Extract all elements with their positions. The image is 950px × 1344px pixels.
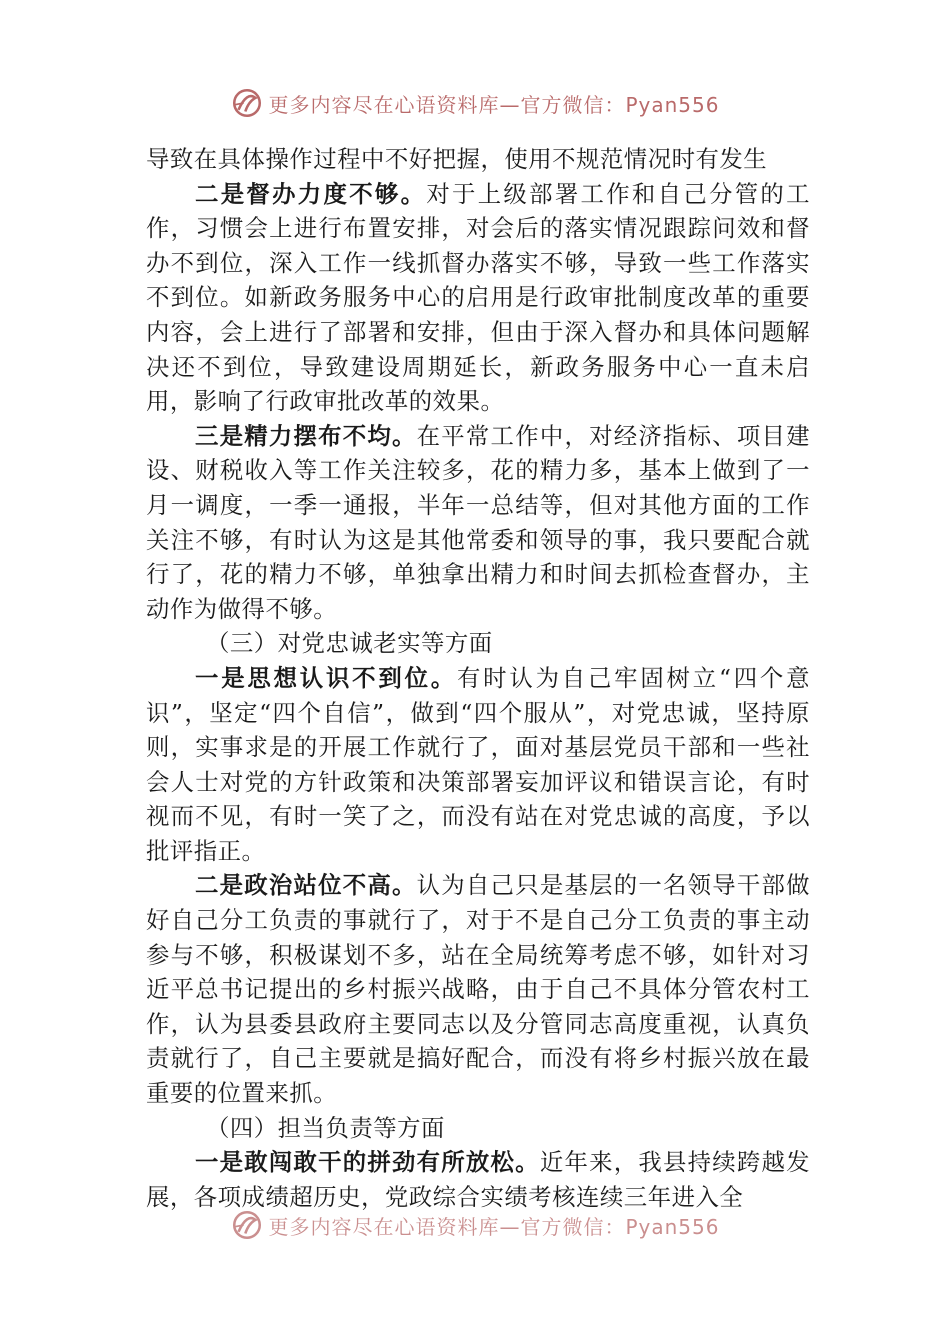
paragraph (146, 177, 810, 419)
brand-logo-icon (230, 86, 264, 120)
paragraph: 导致在具体操作过程中不好把握，使用不规范情况时有发生 (146, 145, 768, 173)
paragraph-heading: 二是政治站位不高。 (195, 871, 417, 900)
watermark-text: 更多内容尽在心语资料库—官方微信：Pyan556 (268, 92, 720, 117)
paragraph-text: 认为自己只是基层的一名领导干部做好自己分工负责的事就行了，对于不是自己分工负责的事主动参与不够，积极谋划不多，站在全局统筹考虑不够，如针对习近平总书记提出的乡村振兴战略，由于自己不具体分管农村工作，认为县委县政府主要同志以及分管同志高度重视，认真负责就行了，自己主要就是搞好配合，而没有将乡村振兴放在最重要的位置来抓。 (146, 871, 811, 1108)
paragraph-heading: 一是思想认识不到位。 (195, 663, 457, 692)
paragraph (146, 868, 810, 1110)
watermark-footer (0, 1208, 950, 1242)
paragraph-text: 近年来，我县持续跨越发展，各项成绩超历史，党政综合实绩考核连续三年进入全 (146, 1148, 810, 1211)
document-body (146, 142, 810, 1214)
section-heading: （三）对党忠诚老实等方面 (206, 629, 493, 658)
paragraph-heading: 三是精力摆布不均。 (195, 421, 417, 450)
paragraph (146, 419, 810, 627)
paragraph-text: 在平常工作中，对经济指标、项目建设、财税收入等工作关注较多，花的精力多，基本上做到了一月一调度，一季一通报，半年一总结等，但对其他方面的工作关注不够，有时认为这是其他常委和领导的事，我只要配合就行了，花的精力不够，单独拿出精力和时间去抓检查督办，主动作为做得不够。 (146, 421, 811, 623)
section-heading: （四）担当负责等方面 (206, 1113, 445, 1142)
watermark-text: 更多内容尽在心语资料库—官方微信：Pyan556 (268, 1214, 720, 1239)
watermark-header (0, 86, 950, 120)
paragraph-text: 对于上级部署工作和自己分管的工作，习惯会上进行布置安排，对会后的落实情况跟踪问效和督办不到位，深入工作一线抓督办落实不够，导致一些工作落实不到位。如新政务服务中心的启用是行政审批制度改革的重要内容，会上进行了部署和安排，但由于深入督办和具体问题解决还不到位，导致建设周期延长，新政务服务中心一直未启用，影响了行政审批改革的效果。 (146, 179, 811, 416)
paragraph-heading: 一是敢闯敢干的拼劲有所放松。 (195, 1148, 540, 1177)
paragraph (146, 661, 810, 869)
paragraph (146, 1145, 810, 1214)
paragraph-heading: 二是督办力度不够。 (195, 179, 427, 208)
brand-logo-icon (230, 1208, 264, 1242)
paragraph-text: 有时认为自己牢固树立“四个意识”，坚定“四个自信”，做到“四个服从”，对党忠诚，坚持原则，实事求是的开展工作就行了，面对基层党员干部和一些社会人士对党的方针政策和决策部署妄加评议和错误言论，有时视而不见，有时一笑了之，而没有站在对党忠诚的高度，予以批评指正。 (146, 663, 811, 865)
